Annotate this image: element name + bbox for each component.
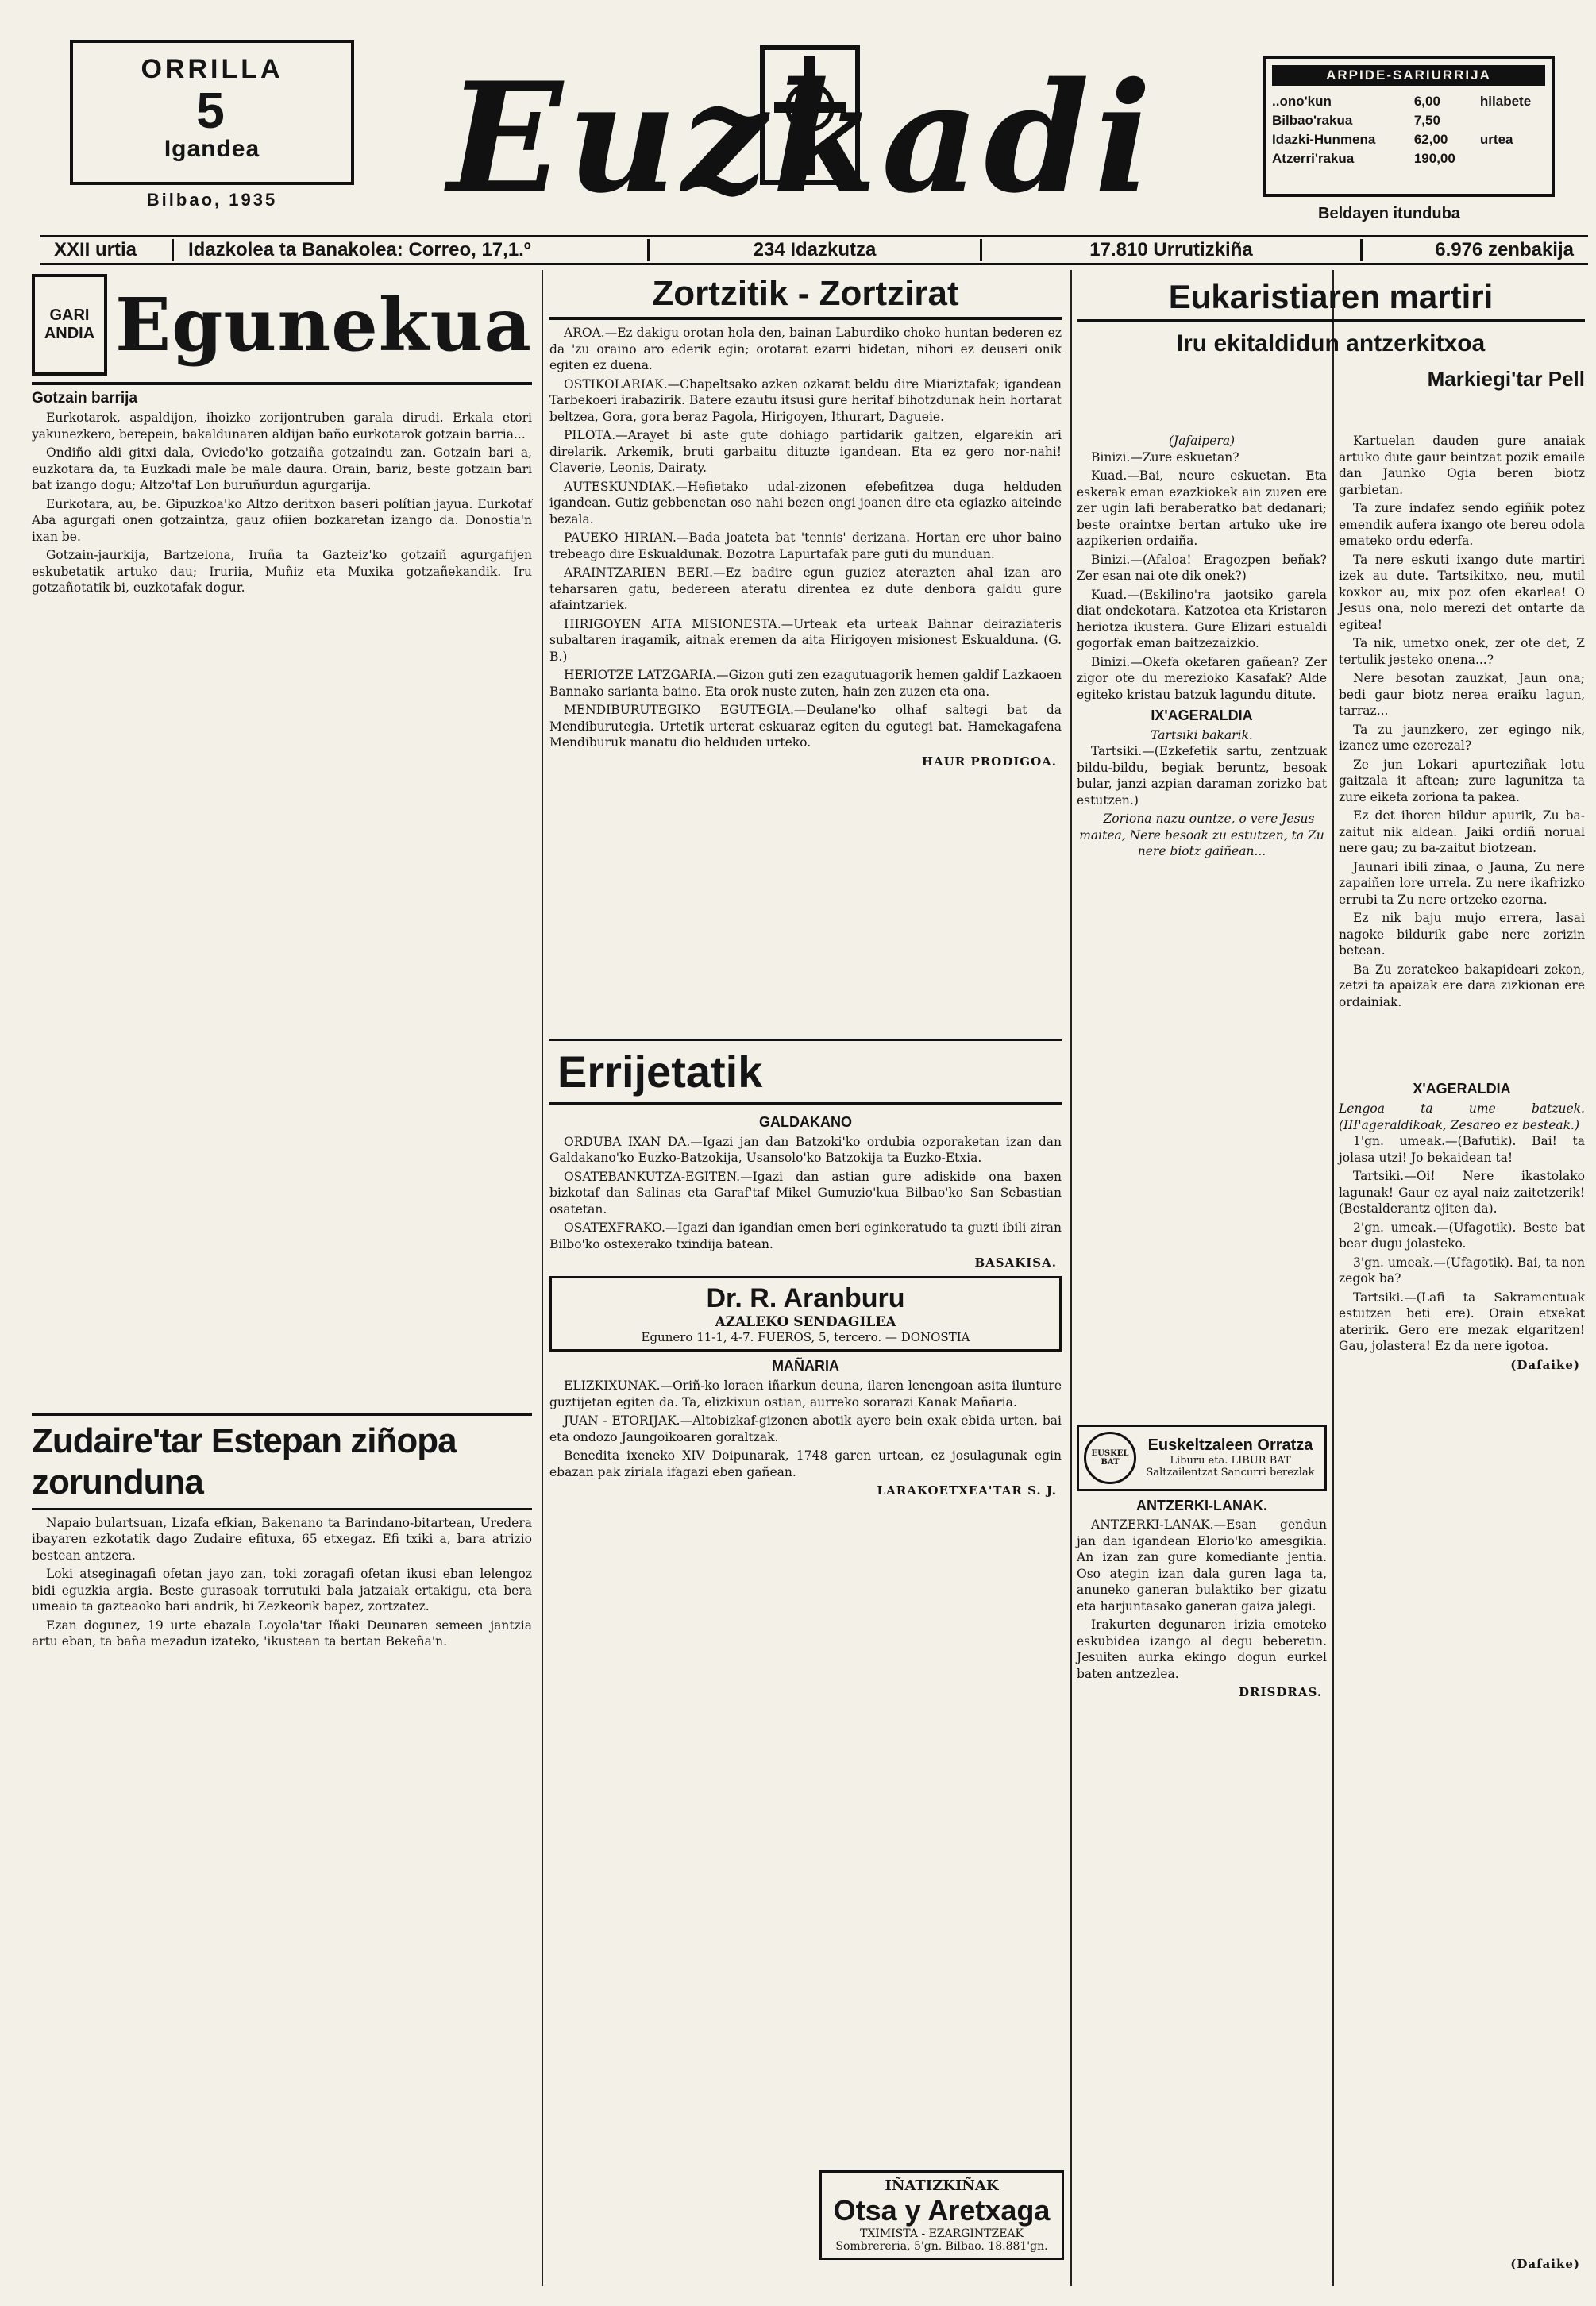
paragraph: ANTZERKI-LANAK.—Esan gendun jan dan igandean Elorio'ko amesgikia. An izan zan gure komediante jentia. Oso ategin izan dala guren laga ta, anuneko ganeran bulaktiko ber gizatu eta harjuntasako ganeran gaiza jalegi. (1077, 1517, 1327, 1614)
dialog-line: 1'gn. umeak.—(Bafutik). Bai! ta jolasa utzi! Jo bekaidean ta! (1339, 1134, 1585, 1165)
egunekua-title: Egunekua (114, 282, 532, 368)
column-eukaristia (1077, 274, 1327, 2282)
column-zortzitik (549, 274, 1062, 2282)
column-4 (1339, 274, 1585, 2282)
paragraph: Loki atseginagafi ofetan jayo zan, toki zoragafi ofetan ikusi eban lelengoz bidi eguzkia argia. Beste gurasoak torrutuki bala jatzaiak ertakigu, eta bera umeaio ta gazteaoko bari andrik, bi Zezkeorik bapez, zortzatez. (32, 1567, 532, 1614)
logo-text: Euzkadi (447, 49, 1157, 226)
dialog-line: Tartsiki.—Oi! Nere ikastolako lagunak! Gaur ez ayal naiz zaitetzerik! (Bestalderantz ojiten da). (1339, 1169, 1585, 1216)
signature: DRISDRAS. (1239, 1685, 1322, 1699)
column-rule (542, 270, 543, 2286)
dialog-line: 3'gn. umeak.—(Ufagotik). Bai, ta non zegok ba? (1339, 1255, 1585, 1286)
paragraph: Ez det ihoren bildur apurik, Zu ba-zaitut nik aldean. Jaiki ordiñ norual nere gau; zu ba-zaitut biotzean. (1339, 808, 1585, 855)
verse-body (1339, 433, 1585, 1010)
paragraph: AROA.—Ez dakigu orotan hola den, bainan Laburdiko choko huntan bederen ez da 'zu oraino aro ederik egin; orotarat ezarri bidetan, nihori ez deuseri onik egiten ez duena. (549, 326, 1062, 372)
info-issue: 6.976 zenbakija (1435, 239, 1574, 260)
ad-badge-text: EUSKEL BAT (1091, 1448, 1129, 1467)
eukaristia-author: Markiegi'tar Pell (1427, 367, 1585, 391)
paragraph: OSTIKOLARIAK.—Chapeltsako azken ozkarat beldu dire Miariztafak; igandean Tarbekoeri irabazirik. Batere ezautu itsusi gure heritaf bihotzdunak hein hortarat beltzea, Gora, gora beraz Pagola, Hirigoyen, Ithurart, Dagueie. (549, 376, 1062, 424)
article-headline: Zudaire'tar Estepan ziñopa zorunduna (32, 1421, 457, 1502)
paragraph: PAUEKO HIRIAN.—Bada joateta bat 'tennis' derizana. Hortan ere uhor baino trebeago dire Eskualdunak. Bozotra Lapurtafak pare guti du munduan. (549, 530, 1062, 561)
ad-doctor-address: Egunero 11-1, 4-7. FUEROS, 5, tercero. — DONOSTIA (641, 1330, 970, 1344)
subscription-row: Bilbao'rakua 7,50 (1272, 113, 1440, 128)
paragraph: MENDIBURUTEGIKO EGUTEGIA.—Deulane'ko olhaf saltegi bat da Mendiburutegia. Urtetik urterat eskuaraz egiten du egutegi bat. Hamekagafena Mendiburuk manatu dio helduden urteko. (549, 703, 1062, 750)
paragraph: Jaunari ibili zinaa, o Jauna, Zu nere zapaiñen lore urrela. Zu nere ikafrizko errubi ta Zu nere ortzeko ezorna. (1339, 859, 1585, 907)
divider (32, 1508, 532, 1510)
paragraph: Ta nik, umetxo onek, zer ote det, Z tertulik jesteko onena...? (1339, 636, 1585, 667)
drama-intro: (Jafaipera) (1168, 434, 1236, 448)
paragraph: Ta nere eskuti ixango dute martiri izek au dute. Tartsikitxo, neu, mutil koxkor au, mix poz ofen ekarlea! O Jesus ona, nolo merezi det ontarte da egitea! (1339, 552, 1585, 632)
section-logo-icon (32, 274, 107, 376)
scene-title: IX'AGERALDIA (1151, 708, 1253, 723)
divider (549, 1039, 1062, 1041)
dialog-line: Zoriona nazu ountze, o vere Jesus maitea, Nere besoak zu estutzen, ta Zu nere biotz gaiñean... (1079, 812, 1324, 858)
paragraph: Ondiño aldi gitxi dala, Oviedo'ko gotzaiña gotzaindu zan. Gotzain bari a, euzkotara da, ta Euzkadi male be male daura. Orain, bariz, beste gotzain bari bat izango dogu; Altzo'taf Lon buruñurdun agurgarija. (32, 445, 532, 492)
dialog-line: Tartsiki.—(Ezkefetik sartu, zentzuak bildu-bildu, begiak beruntz, besoak bular, janzi azpian daraman zorizko bat estutzen.) (1077, 744, 1327, 808)
scene-note: Lengoa ta ume batzuek. (III'ageraldikoak, Zesareo ez besteak.) (1339, 1101, 1585, 1132)
paragraph: Gotzain-jaurkija, Bartzelona, Iruña ta Gazteiz'ko gotzaiñ agurgafijen eskubetatik artuko dau; Iruriia, Muñiz eta Muxika gotzañekandik. Iru gotzañotatik bi, euzkotafak dogur. (32, 548, 532, 595)
info-bar (40, 235, 1588, 265)
article-subhead: Gotzain barrija (32, 390, 138, 407)
eukaristia-subtitle: Iru ekitaldidun antzerkitxoa (1176, 330, 1486, 357)
paragraph: Benedita ixeneko XIV Doipunarak, 1748 garen urtean, ez josulagunak egin ebazan pak ziriala ifagazi eben gañean. (549, 1448, 1062, 1479)
subscription-box (1263, 56, 1555, 197)
drama-body (1077, 433, 1327, 860)
dialog-line: Tartsiki.—(Lafi ta Sakramentuak estutzen beti ere). Orain etxekat ateririk. Gero ere mezak elgaritzen! Gau, jolastera! Ez da nere igotoa. (1339, 1290, 1585, 1353)
masthead-logo (447, 32, 1157, 230)
signature: (Dafaike) (1510, 2257, 1580, 2271)
section-logo-text: GARI ANDIA (44, 307, 95, 342)
article-body (32, 410, 532, 596)
subscription-table (1266, 92, 1552, 168)
paragraph: HERIOTZE LATZGARIA.—Gizon guti zen ezagutuagorik hemen galdif Lazkaoen Bannako sarianta baino. Eta orok nuste zuten, hain zen zuzen eta ona. (549, 668, 1062, 699)
dialog-line: Binizi.—Okefa okefaren gañean? Zer zigor ote du merezioko Kasafak? Alde egiteko kristau batzuk lagundu ditute. (1077, 654, 1327, 702)
paragraph: Ba Zu zeratekeo bakapideari zekon, zetzi ta apaizak ere dara zizkionan ere ordainiak. (1339, 962, 1585, 1009)
eukaristia-title: Eukaristiaren martiri (1077, 278, 1585, 322)
subscription-row: Idazki-Hunmena 62,00 urtea (1272, 132, 1513, 147)
date-weekday: Igandea (164, 136, 260, 162)
divider (32, 1413, 532, 1416)
paragraph: Napaio bulartsuan, Lizafa efkian, Bakenano ta Barindano-bitartean, Uredera ibayaren ezkotatik dago Zudaire efituxa, 65 etxegaz. Efi txiki a, bara atrizio bestean antzera. (32, 1515, 532, 1563)
scene-sub: Tartsiki bakarik. (1151, 727, 1253, 742)
egunekua-header (32, 274, 532, 385)
paragraph: OSATEXFRAKO.—Igazi dan igandian emen beri eginkeratudo ta guzti ibili ziran Bilbo'ko ostexerako txindija batean. (549, 1220, 1062, 1251)
column-rule (1332, 270, 1334, 2286)
signature: (Dafaike) (1510, 1357, 1580, 1372)
info-box: 234 Idazkutza (650, 239, 982, 261)
ad-doctor-spec: AZALEKO SENDAGILEA (715, 1314, 896, 1330)
date-day: 5 (196, 82, 228, 139)
paragraph: ORDUBA IXAN DA.—Igazi jan dan Batzoki'ko ordubia ozporaketan izan dan Galdakano'ko Euzko-Batzokija, Usansolo'ko Batzokija ta Euzko-Etxia. (549, 1134, 1062, 1165)
date-place-year: Bilbao, 1935 (146, 190, 278, 210)
column-egunekua (32, 274, 532, 2282)
paragraph: Eurkotara, au, be. Gipuzkoa'ko Altzo deritxon baseri polítian jayua. Eurkotaf Aba agurgafi onen gotzaintza, gauz ofiien bozkaretan izango da. Donostia'n ixan be. (32, 496, 532, 544)
signature: BASAKISA. (974, 1255, 1057, 1270)
ad2-name: Otsa y Aretxaga (833, 2194, 1051, 2227)
errijetatik-title: Errijetatik (557, 1046, 763, 1097)
column-rule (1070, 270, 1072, 2286)
place-body (549, 1134, 1062, 1253)
paragraph: Ta zure indafez sendo egiñik potez emendik aufera ixango ote bereu odola emateko ordu ederfa. (1339, 501, 1585, 548)
paragraph: HIRIGOYEN AITA MISIONESTA.—Urteak eta urteak Bahnar deiraziateris subaltaren iragamik, aitnak eremen da aita Hirigoyen misionest Eskualduna. (G. B.) (549, 616, 1062, 664)
signature: LARAKOETXEA'TAR S. J. (877, 1483, 1057, 1498)
ad-otsa-aretxaga (819, 2170, 1064, 2260)
divider (549, 1102, 1062, 1105)
paragraph: Kartuelan dauden gure anaiak artuko dute gaur beintzat pozik emaile dan Jaunko Ogia beren biotz garbietan. (1339, 434, 1585, 497)
antzerki-body (1077, 1498, 1327, 1683)
paragraph: OSATEBANKUTZA-EGITEN.—Igazi dan astian gure adiskide ona baxen bizkotaf dan Salinas eta Garaf'taf Mikel Gumuzio'kua Bilbao'ko San Sebastian osatetan. (549, 1169, 1062, 1217)
date-month: ORRILLA (141, 54, 283, 84)
paragraph: ELIZKIXUNAK.—Oriñ-ko loraen iñarkun deuna, ilaren lenengoan asita ilunture guztijetan egiten da. Ta, elizkixun ostian, aurreko sorarazi Kanak Mañaria. (549, 1379, 1062, 1409)
place-heading: MAÑARIA (772, 1358, 839, 1374)
ad-text: Liburu eta. LIBUR BAT Saltzailentzat Sancurri berezlak (1146, 1455, 1315, 1479)
zortzitik-body (549, 325, 1062, 751)
ad2-label: IÑATIZKIÑAK (885, 2177, 999, 2194)
paragraph: ARAINTZARIEN BERI.—Ez badire egun guziez aterazten ahal izan aro teharsaren gatu, bedereen ateratu direntea ez dute denbora galdu gure afaintzariek. (549, 565, 1062, 612)
dialog-line: Binizi.—Zure eskuetan? (1091, 449, 1239, 465)
paragraph: AUTESKUNDIAK.—Hefietako udal-zizonen efebefitzea duga helduden igandean. Gutiz gebbenetan oso nahi bezen ongi joanen dire eta egiazko aiteinde bezala. (549, 479, 1062, 526)
scene-title: X'AGERALDIA (1413, 1081, 1511, 1097)
paragraph: Ezan dogunez, 19 urte ebazala Loyola'tar Iñaki Deunaren semeen jantzia artu eban, ta baña mezadun izateko, 'ikustean ta bertan Bekeña'n. (32, 1618, 532, 1649)
date-box (70, 40, 354, 210)
body-filler (1077, 862, 1327, 1418)
ad-badge-icon (1084, 1432, 1136, 1484)
place-body (549, 1378, 1062, 1480)
paragraph: Eurkotarok, aspaldijon, ihoizko zorijontruben garala dirudi. Erkala etori yakunezkero, berepein, bakaldunaren aldijan baño eurkotarok gotzain barria... (32, 411, 532, 442)
paragraph: Irakurten degunaren irizia emoteko eskubidea izango al degu beberetin. Jesuiten aurka ekingo dogun eurkel baten antzezlea. (1077, 1618, 1327, 1681)
dialog-line: Kuad.—Bai, neure eskuetan. Eta eskerak eman ezazkiokek ain zuzen ere zer ugin lafi beraberatko bat dedanari; beste oraintxe bertan artuko uke ire azpikerien ordaiña. (1077, 469, 1327, 548)
paragraph: Ze jun Lokari apurteziñak lotu gaitzala it aftean; zure lagunitza ta zure eikefa zoriona ta pakea. (1339, 757, 1585, 804)
ad-euskeltzaleen (1077, 1425, 1327, 1491)
subscription-note: Beldayen itunduba (1318, 205, 1460, 222)
signature: HAUR PRODIGOA. (921, 754, 1057, 769)
paragraph: Ez nik baju mujo errera, lasai nagoke bildurik gabe nere zorizin betean. (1339, 911, 1585, 958)
ad-doctor-name: Dr. R. Aranburu (706, 1283, 905, 1313)
ad-title: Euskeltzaleen Orratza (1147, 1436, 1313, 1454)
zortzitik-title: Zortzitik - Zortzirat (549, 274, 1062, 320)
ad2-address: TXIMISTA - EZARGINTZEAK Sombrereria, 5'gn. Bilbao. 18.881'gn. (835, 2227, 1048, 2253)
dialog-body (1339, 1133, 1585, 1355)
antzerki-title: ANTZERKI-LANAK. (1136, 1497, 1267, 1514)
place-heading: GALDAKANO (759, 1113, 852, 1130)
subscription-title: ARPIDE-SARIURRIJA (1272, 65, 1545, 86)
paragraph: Ta zu jaunzkero, zer egingo nik, izanez ume ezerezal? (1339, 722, 1585, 753)
body-filler (549, 772, 1062, 1034)
body-filler (32, 599, 532, 1409)
subscription-row: Atzerri'rakua 190,00 (1272, 151, 1455, 166)
body-filler (1339, 1012, 1585, 1076)
info-number: 17.810 Urrutizkiña (982, 239, 1363, 261)
subscription-row: ..ono'kun 6,00 hilabete (1272, 94, 1532, 109)
dialog-line: Kuad.—(Eskilino'ra jaotsiko garela diat ondekotara. Katzotea eta Kristaren heriotza ikustera. Gure Elizari estualdi gogorfak eman baitzezaizkio. (1077, 587, 1327, 650)
info-year: XXII urtia (40, 239, 174, 261)
paragraph: PILOTA.—Arayet bi aste gute dohiago partidarik galtzen, elgarekin ari direlarik. Arkemik, bruti garbaitu dituzte igandean. Eta ez gero nor-nahi! Claverie, Leonis, Dairaty. (549, 428, 1062, 475)
paragraph: Nere besotan zauzkat, Jaun ona; bedi gaur biotz nerea eraiku lagun, tarraz... (1339, 671, 1585, 718)
ad-doctor (549, 1276, 1062, 1352)
dialog-line: Binizi.—(Afaloa! Eragozpen beñak? Zer esan nai ote dik onek?) (1077, 552, 1327, 583)
info-address: Idazkolea ta Banakolea: Correo, 17,1.º (174, 239, 650, 261)
article-body (32, 1515, 532, 1650)
paragraph: JUAN - ETORIJAK.—Altobizkaf-gizonen abotik ayere bein exak ebida urten, bai eta ondozo Jaungoikoaren goraltzak. (549, 1413, 1062, 1444)
dialog-line: 2'gn. umeak.—(Ufagotik). Beste bat bear dugu jolasteko. (1339, 1220, 1585, 1251)
